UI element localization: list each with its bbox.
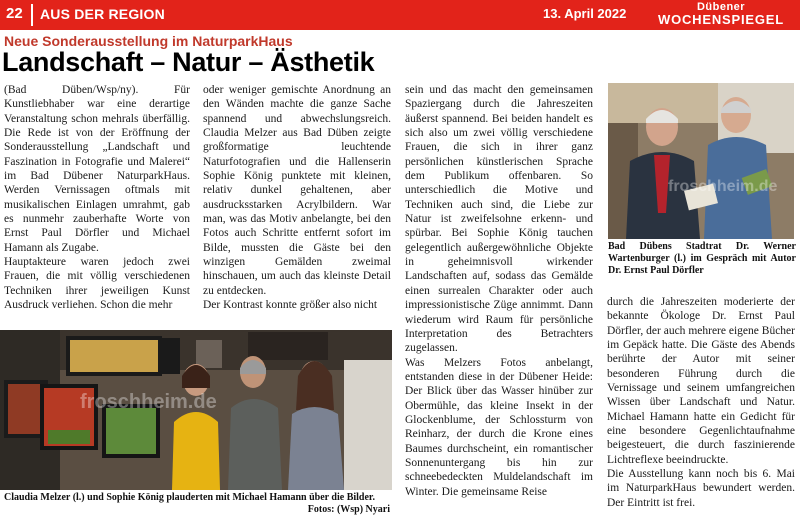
issue-date: 13. April 2022 — [543, 6, 627, 21]
newspaper-logo — [646, 2, 796, 28]
photo-credit: Fotos: (Wsp) Nyari — [307, 504, 390, 515]
header-divider — [31, 4, 33, 26]
logo-line-1: Dübener — [696, 1, 746, 13]
section-title: AUS DER REGION — [40, 6, 165, 22]
article-column-2: oder weniger gemischte Anordnung an den Wänden machte die ganze Sache spannend und abwechslungsreich. Claudia Melzer aus Bad Düben zeigte großformatige leuchtende Naturfotografien und die Hallenserin Sophie König punktete mit kleinen, relativ dunkel gehaltenen, aber ausdrucksstarken Acrylbildern. War man, was das Motiv anbelangte, bei den Fotos auch Schritte entfernt sofort im Bilde, mussten die Gäste bei den winzigen Gemälden zweimal hinschauen, um auch das kleinste Detail zu entdecken. Der Kontrast konnte größer also nicht — [203, 84, 391, 312]
photo-watermark: froschheim.de — [80, 391, 217, 413]
article-column-4: durch die Jahreszeiten moderierte der bekannte Ökologe Dr. Ernst Paul Dörfler, der auch mehrere eigene Bücher im Gepäck hatte. Die Gäste des Abends berührte der Autor mit seiner besonderen Führung durch die Vernissage und seinem umfangreichen Wissen über Landschaft und Natur. Michael Hamann hatte ein Gedicht für eine besondere Gegenlichtaufnahme beigesteuert, die durch faszinierende Lichtreflexe beeindruckte. Die Ausstellung kann noch bis 6. Mai im NaturparkHaus bewundert werden. Der Eintritt ist frei. — [607, 296, 795, 509]
page-number: 22 — [6, 5, 23, 22]
photo-caption-1 — [4, 492, 390, 516]
logo-line-2: WOCHENSPIEGEL — [658, 12, 784, 27]
caption-1-text: Claudia Melzer (l.) und Sophie König plauderten mit Michael Hamann über die Bilder. — [4, 492, 375, 503]
article-headline: Landschaft – Natur – Ästhetik — [2, 47, 375, 77]
exhibition-group-photo — [0, 330, 392, 490]
conversation-photo — [608, 83, 794, 239]
article-column-1: (Bad Düben/Wsp/ny). Für Kunstliebhaber war eine derartige Veranstaltung schon mehrals überfällig. Die Rede ist von der Eröffnung der Sonderausstellung „Landschaft und Faszination in Fotografie und Malerei“ im Bad Dübener NaturparkHaus. Werden Vernissagen oftmals mit musikalischen Einlagen umrahmt, gab es nunmehr zauberhafte Worte von Ernst Paul Dörfler und Michael Hamann als Zugabe. Hauptakteure waren jedoch zwei Frauen, die mit völlig verschiedenen Techniken ihrer jeweiligen Kunst Ausdruck verliehen. Schon die mehr — [4, 84, 190, 312]
page-header-bar — [0, 0, 800, 30]
photo-watermark-2: froschheim.de — [668, 178, 778, 195]
article-kicker: Neue Sonderausstellung im NaturparkHaus — [4, 33, 293, 49]
article-column-3: sein und das macht den gemeinsamen Spaziergang durch die Jahreszeiten äußerst spannend. Bei beiden handelt es sich also um zwei völlig verschiedene Frauen, die sich in ihrer ganz persönlichen künstlerischen Sprache dem Publikum offenbaren. So unterschiedlich die Motive und Techniken auch sind, die Liebe zur Natur ist zweifelsohne erkenn- und spürbar. Bei Sophie König tauchen gelegentlich außergewöhnliche Objekte in geheimnisvoll wirkender Landschaften auf, sodass das Gemälde einen surrealen Charakter oder auch impressionistische Züge annimmt. Dann wiederum wird Raum für persönliche Interpretation des Betrachters zugelassen. Was Melzers Fotos anbelangt, entstanden diese in der Dübener Heide: Der Blick über das Wasser hinüber zur Obermühle, das kleine Insekt in der Glockenblume, der Schlossturm von Reinharz, der durch die Krone eines Baumes durchscheint, ein romantischer Sonnenuntergang bis hin zur schneebedeckten Muldelandschaft im Winter. Die gemeinsame Reise — [405, 84, 593, 498]
photo-caption-2: Bad Dübens Stadtrat Dr. Werner Wartenburger (l.) im Gespräch mit Autor Dr. Ernst Paul Dörfler — [608, 241, 796, 276]
